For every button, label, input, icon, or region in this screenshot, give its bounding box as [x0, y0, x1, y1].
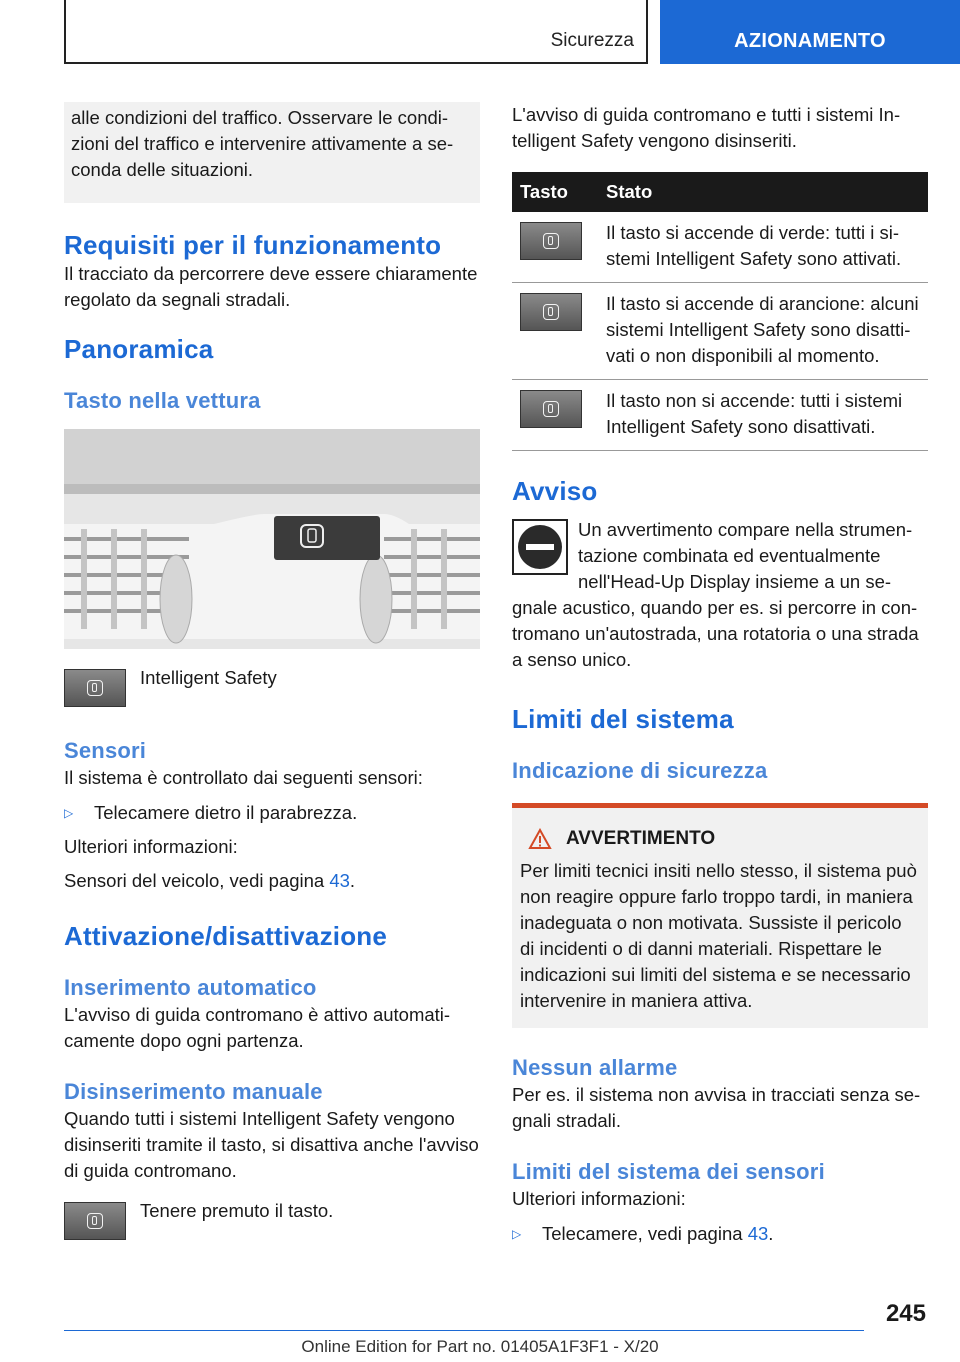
page-link-43[interactable]: 43 [747, 1223, 769, 1244]
heading-sensori: Sensori [64, 738, 147, 763]
telecamere-bullet: ▷ Telecamere, vedi pagina 43. [512, 1221, 928, 1247]
table-header-stato: Stato [598, 172, 928, 212]
warning-triangle-icon [528, 828, 552, 850]
table-row [512, 212, 928, 283]
avviso-block [512, 517, 928, 673]
button-orange-icon [520, 293, 582, 331]
inserimento-text: L'avviso di guida contromano è attivo automaticamente dopo ogni partenza. [64, 1004, 451, 1051]
table-row [512, 283, 928, 380]
disinserimento-text: Quando tutti i sistemi Intelligent Safety vengono disinseriti tramite il tasto, si disattiva anche l'avviso di guida contromano. [64, 1108, 479, 1181]
warning-box [512, 803, 928, 1028]
avviso-text: Un avvertimento compare nella strumentazione combinata ed eventualmente nell'Head-Up Display insieme a un segnale acustico, quando per es. si percorre in contromano un'autostrada, una rotatoria o una strada a senso unico. [512, 519, 919, 670]
intro-text: L'avviso di guida contromano e tutti i sistemi Intelligent Safety vengono disinseriti. [512, 104, 901, 151]
no-entry-sign-icon [512, 519, 568, 575]
footer-edition: Online Edition for Part no. 01405A1F3F1 - X/20 [301, 1337, 659, 1356]
header-chapter-tab[interactable] [660, 0, 960, 64]
heading-attivazione: Attivazione/disattivazione [64, 921, 388, 951]
warning-title: AVVERTIMENTO [566, 828, 716, 849]
warning-text: Per limiti tecnici insiti nello stesso, il sistema può non reagire oppure farlo troppo tardi, in maniera inadeguata o non motivata. Sussiste il pericolo di incidenti o di danni materiali. Rispettare le indicazioni sui limiti del sistema e se necessario intervenire in maniera attiva. [520, 860, 917, 1011]
sensori-bullet [64, 800, 480, 826]
sensori-text: Il sistema è controllato dai seguenti sensori: [64, 767, 423, 788]
press-button-row [64, 1202, 480, 1240]
triangle-bullet-icon: ▷ [64, 806, 74, 820]
sensori-ref-text: Sensori del veicolo, vedi pagina [64, 870, 330, 891]
triangle-bullet-icon: ▷ [512, 1227, 522, 1241]
heading-limiti: Limiti del sistema [512, 704, 734, 734]
heading-disinserimento: Disinserimento manuale [64, 1079, 323, 1104]
ulteriori-label-right: Ulteriori informazioni: [512, 1188, 686, 1209]
page-number: 245 [885, 1300, 926, 1327]
right-column [512, 102, 928, 1247]
button-state-table [512, 172, 928, 451]
heading-tasto: Tasto nella vettura [64, 388, 261, 413]
header-chapter-label: AZIONAMENTO [734, 30, 886, 52]
table-cell-state: Il tasto si accende di verde: tutti i sistemi Intelligent Safety sono attivati. [598, 212, 928, 283]
table-header-tasto: Tasto [512, 172, 598, 212]
header-section-title: Sicurezza [550, 30, 634, 51]
footer-divider [64, 1330, 864, 1331]
heading-panoramica: Panoramica [64, 334, 214, 364]
table-cell-state: Il tasto si accende di arancione: alcuni sistemi Intelligent Safety sono disattivati o non disponibili al momento. [598, 283, 928, 380]
heading-nessun-allarme: Nessun allarme [512, 1055, 678, 1080]
button-off-icon [520, 390, 582, 428]
intelligent-safety-button-icon [64, 1202, 126, 1240]
heading-indicazione: Indicazione di sicurezza [512, 758, 768, 783]
button-label: Intelligent Safety [140, 667, 277, 688]
button-green-icon [520, 222, 582, 260]
table-cell-state: Il tasto non si accende: tutti i sistemi Intelligent Safety sono disattivati. [598, 380, 928, 451]
table-row [512, 380, 928, 451]
sensori-bullet-text: Telecamere dietro il parabrezza. [94, 802, 358, 823]
press-label: Tenere premuto il tasto. [140, 1200, 334, 1221]
ulteriori-label: Ulteriori informazioni: [64, 836, 238, 857]
page-header [0, 0, 960, 66]
requisiti-text: Il tracciato da percorrere deve essere chiaramente regolato da segnali stradali. [64, 263, 478, 310]
dashboard-photo [64, 429, 480, 649]
nessun-text: Per es. il sistema non avvisa in tracciati senza segnali stradali. [512, 1084, 921, 1131]
page-link-43[interactable]: 43 [329, 870, 350, 891]
sensori-reference: Sensori del veicolo, vedi pagina 43. [64, 870, 356, 891]
heading-inserimento: Inserimento automatico [64, 975, 317, 1000]
info-box [64, 102, 480, 203]
heading-requisiti: Requisiti per il funzionamento [64, 230, 442, 260]
heading-avviso: Avviso [512, 476, 598, 506]
left-column [64, 102, 480, 1240]
warning-title-row [520, 828, 920, 850]
heading-limiti-sensori: Limiti del sistema dei sensori [512, 1159, 825, 1184]
intelligent-safety-button-icon [64, 669, 126, 707]
header-section-box [64, 0, 648, 64]
button-intelligent-safety-row [64, 669, 480, 707]
info-box-text: alle condizioni del traffico. Osservare le condizioni del traffico e intervenire attivamente a seconda delle situazioni. [71, 107, 454, 180]
